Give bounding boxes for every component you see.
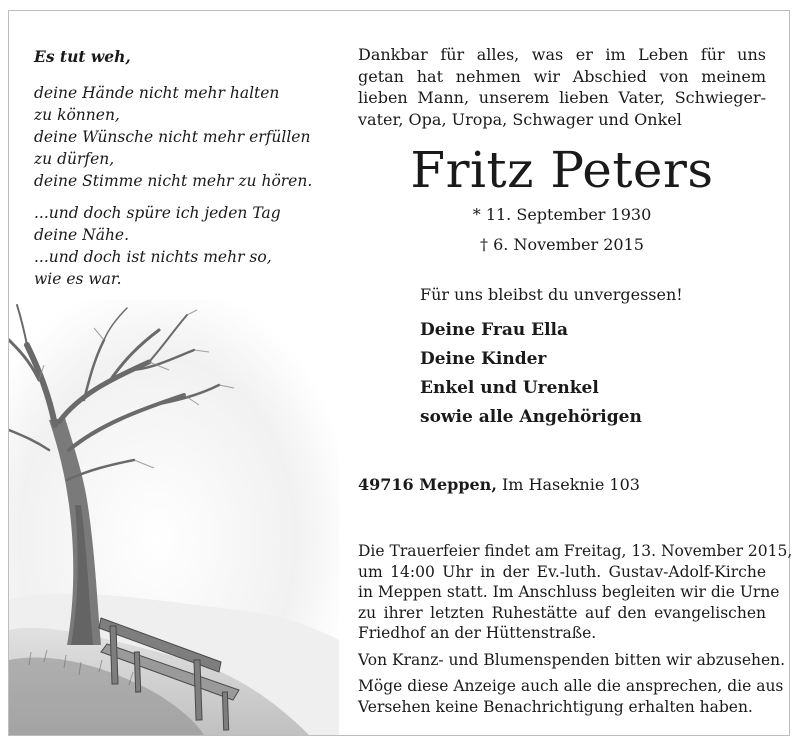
poem-heading: Es tut weh, xyxy=(34,47,131,66)
intro-line: vater, Opa, Uropa, Schwager und Onkel xyxy=(358,109,682,129)
poem-line: deine Hände nicht mehr halten xyxy=(34,84,280,102)
poem-line: wie es war. xyxy=(34,270,122,288)
poem-line: ...und doch spüre ich jeden Tag xyxy=(34,204,281,222)
poem-line: zu dürfen, xyxy=(34,150,115,168)
service-paragraph-3 xyxy=(358,676,784,717)
poem-stanza-1 xyxy=(34,82,334,192)
service-paragraph-1 xyxy=(358,541,793,644)
service-line: Versehen keine Benachrichtigung erhalten haben. xyxy=(358,697,753,716)
poem-line: deine Stimme nicht mehr zu hören. xyxy=(34,172,313,190)
poem-line: deine Nähe. xyxy=(34,226,130,244)
service-line: in Meppen statt. Im Anschluss begleiten wir die Urne xyxy=(358,583,780,601)
tree-bench-illustration xyxy=(9,300,339,735)
intro-line: lieben Mann, unserem lieben Vater, Schwieger- xyxy=(358,88,766,107)
service-line: zu ihrer letzten Ruhestätte auf den evangelischen xyxy=(358,603,766,622)
poem-stanza-2 xyxy=(34,202,334,290)
poem-line: ...und doch ist nichts mehr so, xyxy=(34,248,272,266)
service-line: Die Trauerfeier findet am Freitag, 13. November 2015, xyxy=(358,542,793,560)
memorial-tagline: Für uns bleibst du unvergessen! xyxy=(420,285,683,304)
intro-line: Dankbar für alles, was er im Leben für uns xyxy=(358,45,766,64)
birth-date: * 11. September 1930 xyxy=(472,205,652,224)
address-city: 49716 Meppen, xyxy=(358,475,497,494)
service-paragraph-2 xyxy=(358,650,786,671)
service-line: um 14:00 Uhr in der Ev.-luth. Gustav-Adolf-Kirche xyxy=(358,562,766,581)
service-line: Friedhof an der Hüttenstraße. xyxy=(358,624,597,642)
poem-line: deine Wünsche nicht mehr erfüllen xyxy=(34,128,311,146)
intro-text xyxy=(358,44,766,130)
intro-line: getan hat nehmen wir Abschied von meinem xyxy=(358,66,766,86)
poem-line: zu können, xyxy=(34,106,120,124)
family-member: Deine Frau Ella xyxy=(420,320,569,340)
family-member: Enkel und Urenkel xyxy=(420,378,599,398)
service-details xyxy=(358,541,793,723)
poem xyxy=(34,46,334,300)
address-street: Im Haseknie 103 xyxy=(501,475,640,494)
family-list xyxy=(420,316,642,432)
family-member: Deine Kinder xyxy=(420,349,547,369)
family-member: sowie alle Angehörigen xyxy=(420,407,642,427)
life-dates xyxy=(358,200,766,260)
service-line: Möge diese Anzeige auch alle die ansprechen, die aus xyxy=(358,677,784,695)
service-line: Von Kranz- und Blumenspenden bitten wir abzusehen. xyxy=(358,650,786,669)
deceased-name: Fritz Peters xyxy=(410,141,714,199)
address xyxy=(358,474,640,496)
death-date: † 6. November 2015 xyxy=(480,235,644,254)
